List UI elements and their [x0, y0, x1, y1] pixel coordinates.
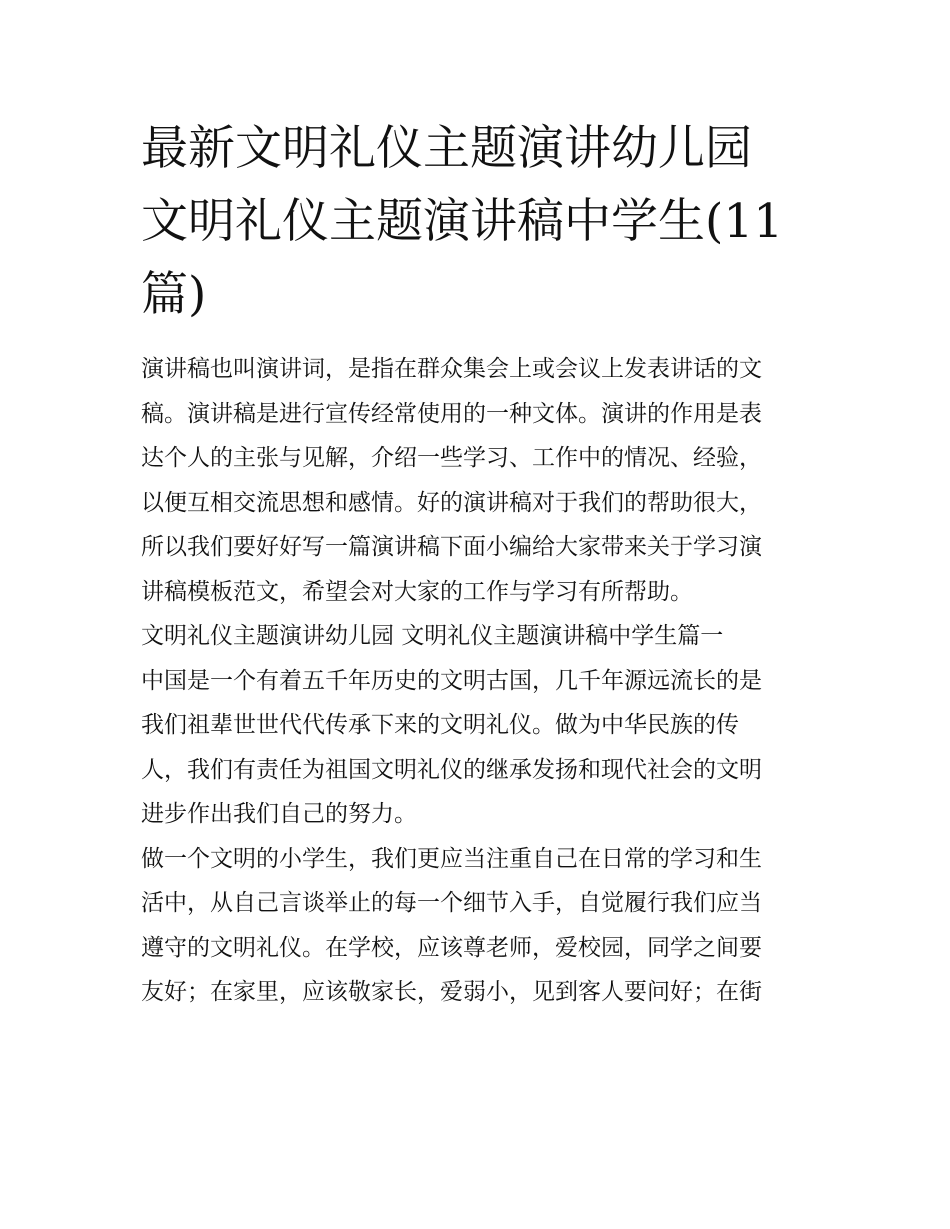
body-paragraph: 中国是一个有着五千年历史的文明古国，几千年源远流长的是 我们祖辈世世代代传承下来的文明礼仪。做为中华民族的传 人，我们有责任为祖国文明礼仪的继承发扬和现代社会的文明 进步作出我们自己的努力。	[141, 667, 762, 827]
intro-paragraph: 演讲稿也叫演讲词，是指在群众集会上或会议上发表讲话的文 稿。演讲稿是进行宣传经常使用的一种文体。演讲的作用是表 达个人的主张与见解，介绍一些学习、工作中的情况、经验， 以便互相交流思想和感情。好的演讲稿对于我们的帮助很大， 所以我们要好好写一篇演讲稿下面小编给大家带来关于学习演 讲稿模板范文，希望会对大家的工作与学习有所帮助。	[141, 356, 762, 605]
document-title: 最新文明礼仪主题演讲幼儿园 文明礼仪主题演讲稿中学生(11 篇)	[141, 121, 784, 322]
document-body	[141, 112, 813, 1015]
body-paragraph: 做一个文明的小学生，我们更应当注重自己在日常的学习和生 活中，从自己言谈举止的每一个细节入手，自觉履行我们应当 遵守的文明礼仪。在学校，应该尊老师，爱校园，同学之间要 友好；在家里，应该敬家长，爱弱小，见到客人要问好；在街	[141, 845, 762, 1005]
section-heading: 文明礼仪主题演讲幼儿园 文明礼仪主题演讲稿中学生篇一	[141, 623, 724, 649]
